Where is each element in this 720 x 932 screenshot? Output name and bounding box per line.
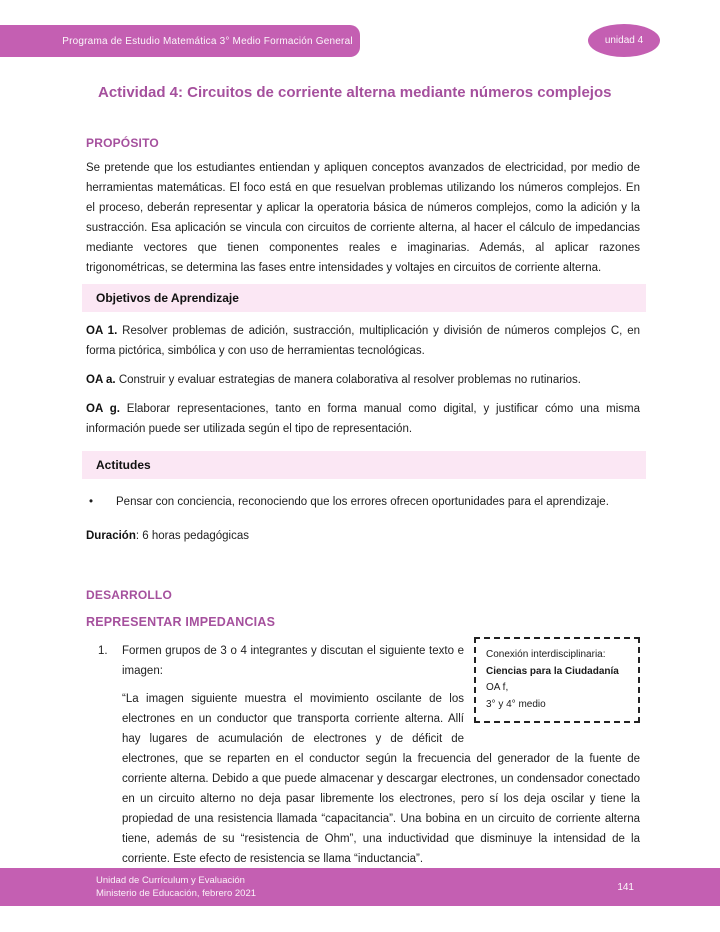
connection-box-line2: Ciencias para la Ciudadanía (486, 665, 619, 677)
page-number: 141 (617, 881, 634, 893)
bullet-marker: • (89, 496, 94, 508)
oa-item-g-label: OA g. (86, 403, 120, 415)
step-number: 1. (98, 645, 108, 657)
footer-line1: Unidad de Currículum y Evaluación (96, 875, 245, 886)
oa-item-1-text: Resolver problemas de adición, sustracción, multiplicación y división de números complejos C, en forma pictórica, simbólica y con uso de herramientas tecnológicas. (86, 325, 640, 357)
objetivos-banner (82, 284, 646, 312)
interdisciplinary-connection-box (474, 637, 640, 723)
actitudes-bullet-text: Pensar con conciencia, reconociendo que los errores ofrecen oportunidades para el aprendizaje. (116, 496, 609, 508)
duracion-value: : 6 horas pedagógicas (135, 530, 250, 542)
proposito-heading: PROPÓSITO (86, 136, 159, 150)
objetivos-heading: Objetivos de Aprendizaje (96, 291, 239, 305)
oa-item-a-text: Construir y evaluar estrategias de manera colaborativa al resolver problemas no rutinarios. (118, 374, 581, 386)
step-body (122, 641, 640, 869)
oa-item-1 (86, 321, 640, 361)
actitudes-bullet-item (86, 492, 640, 512)
oa-item-1-label: OA 1. (86, 325, 118, 337)
proposito-body: Se pretende que los estudiantes entiendan y apliquen conceptos avanzados de electricidad, por medio de herramientas matemáticas. El foco está en que resuelvan problemas utilizando los números complejos. En el proceso, deberán representar y aplicar la operatoria básica de números complejos, como la adición y la sustracción. Esa aplicación se vincula con circuitos de corriente alterna, al hacer el cálculo de impedancias mediante vectores que tienen componentes reales e imaginarias. Además, al aplicar razones trigonométricas, se determina las fases entre intensidades y voltajes en circuitos de corriente alterna. (86, 162, 640, 274)
connection-box-line3: OA f, (486, 682, 509, 693)
unit-badge-label: unidad 4 (604, 35, 644, 46)
duracion-label: Duración (86, 530, 136, 542)
oa-item-g-text: Elaborar representaciones, tanto en forma manual como digital, y justificar cómo una misma información puede ser utilizada según el tipo de representación. (86, 403, 640, 435)
activity-title: Actividad 4: Circuitos de corriente alterna mediante números complejos (98, 84, 612, 101)
actitudes-heading: Actitudes (96, 458, 151, 472)
desarrollo-heading: DESARROLLO (86, 588, 172, 602)
representar-impedancias-heading: REPRESENTAR IMPEDANCIAS (86, 615, 276, 629)
duracion-line (86, 526, 640, 546)
footer-publisher-block (96, 874, 256, 900)
step-instruction: Formen grupos de 3 o 4 integrantes y discutan el siguiente texto e imagen: (122, 645, 464, 677)
step-quote-text: “La imagen siguiente muestra el movimiento oscilante de los electrones en un conductor que transporta corriente alterna. Allí hay lugares de acumulación de electrones y de déficit de electrones, que se reparten en el conductor según la frecuencia del generador de la fuente de corriente alterna. Debido a que puede almacenar y descargar electrones, un condensador conectado en un circuito alterno no deja pasar libremente los electrones, pero sí los deja oscilar y tiene la propiedad de una resistencia llamada “capacitancia”. Una bobina en un circuito de corriente alterna tiene, además de su “resistencia de Ohm”, una inductividad que disminuye la intensidad de la corriente. Este efecto de resistencia se llama “inductancia”. (122, 693, 640, 865)
footer-line2: Ministerio de Educación, febrero 2021 (96, 888, 257, 899)
connection-box-line4: 3° y 4° medio (486, 698, 546, 710)
oa-item-a (86, 370, 640, 390)
oa-item-a-label: OA a. (86, 374, 116, 386)
activity-step-1 (86, 641, 640, 869)
header-program-label: Programa de Estudio Matemática 3° Medio Formación General (62, 35, 353, 47)
actitudes-banner (82, 451, 646, 479)
document-content (86, 0, 640, 869)
footer-bar (0, 868, 720, 906)
connection-box-line1: Conexión interdisciplinaria: (486, 649, 606, 660)
oa-item-g (86, 399, 640, 439)
